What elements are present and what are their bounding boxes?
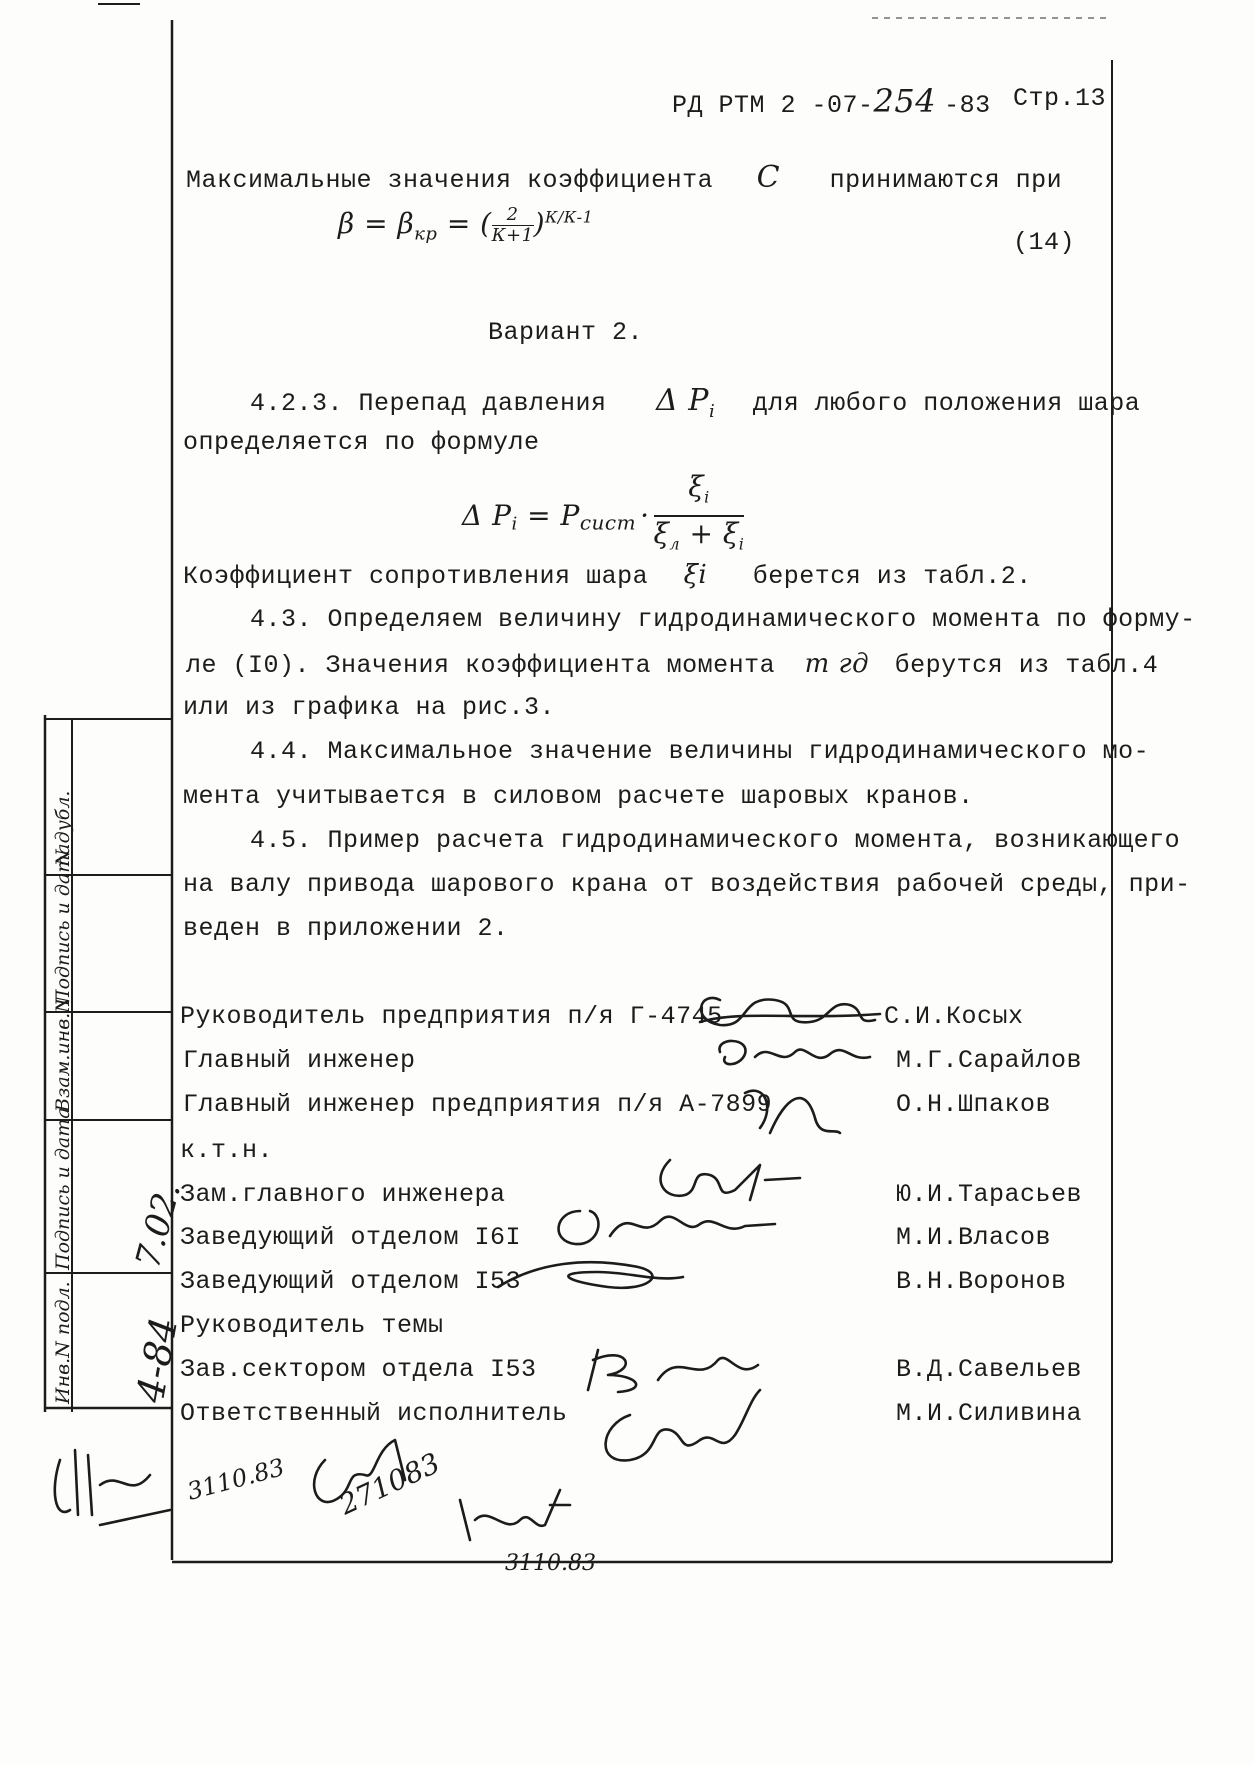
formula-14-sub: кр — [414, 223, 438, 245]
handwritten-date-1: 3110.83 — [184, 1453, 288, 1506]
sec-423-line2: определяется по формуле — [183, 428, 540, 457]
signature-kosykh — [680, 980, 880, 1040]
formula-dp-dot: · — [640, 499, 650, 533]
signature-shpakov — [735, 1078, 845, 1148]
formula-dp-num-xi: ξ — [688, 470, 705, 503]
formula-dp-den-b-sub: i — [738, 534, 745, 554]
formula-14-den: К+1 — [491, 225, 534, 246]
doc-number: 254 — [873, 82, 937, 120]
delta-p-base: Δ P — [656, 383, 709, 418]
formula-14-number: (14) — [1013, 228, 1076, 257]
bottom-handwriting-left — [40, 1430, 288, 1540]
doc-prefix: РД РТМ 2 -07- — [672, 91, 874, 120]
formula-dp-lhs: Δ P — [462, 499, 512, 533]
formula-dp-num-sub: i — [704, 487, 710, 507]
name-8: В.Д.Савельев — [896, 1355, 1083, 1384]
formula-dp-den-plus: + ξ — [680, 516, 739, 550]
name-1: М.Г.Сарайлов — [896, 1046, 1083, 1075]
formula-14-exponent: К/К-1 — [545, 207, 594, 227]
formula-dp-psys-sub: сист — [579, 510, 637, 535]
handwritten-date-2: 271083 — [334, 1446, 445, 1522]
signature-voronov — [488, 1252, 688, 1297]
para-max-text-b: принимаются при — [829, 166, 1063, 195]
formula-14-close: ) — [533, 207, 546, 240]
bottom-handwriting-right — [450, 1480, 610, 1580]
stamp-label-vzam: Взам.инв.N — [52, 996, 74, 1112]
handwritten-date-3: 3110.83 — [505, 1551, 596, 1576]
coef-text-b: берется из табл.2. — [752, 562, 1032, 591]
sec-44-line2: мента учитывается в силовом расчете шаровых кранов. — [183, 782, 974, 811]
signature-silivina — [590, 1385, 770, 1475]
sec-423-text-b: для любого положения шара — [752, 389, 1141, 418]
name-4: Ю.И.Тарасьев — [896, 1180, 1083, 1209]
symbol-c: C — [756, 160, 781, 195]
sec-45-line2: на валу привода шарового крана от воздействия рабочей среды, при- — [183, 870, 1191, 899]
role-5: Заведующий отделом I6I — [180, 1223, 522, 1252]
formula-dp-den-a-sub: л — [669, 534, 681, 554]
role-0: Руководитель предприятия п/я Г-4745 — [180, 1002, 723, 1031]
signature-sarailov — [710, 1032, 880, 1082]
formula-dp-eq: = P — [517, 499, 580, 533]
sec-43-line1: 4.3. Определяем величину гидродинамического момента по форму- — [250, 605, 1196, 634]
sec-423-text-a: 4.2.3. Перепад давления — [250, 389, 607, 418]
sec-43-text-b: берутся из табл.4 — [894, 651, 1159, 680]
stamp-value-date: 7.02. — [128, 1178, 190, 1273]
formula-dp-lhs-sub: i — [511, 513, 518, 535]
stamp-label-dubl: N дубл. — [52, 790, 74, 866]
m-gd-symbol: m гд — [804, 649, 870, 679]
role-3: к.т.н. — [180, 1136, 274, 1165]
role-7: Руководитель темы — [180, 1311, 444, 1340]
page-label: Стр.13 — [1013, 84, 1107, 113]
sec-45-line3: веден в приложении 2. — [183, 914, 509, 943]
name-9: М.И.Силивина — [896, 1399, 1083, 1428]
stamp-label-sign-date-1: Подпись и дата — [52, 1107, 74, 1270]
name-2: О.Н.Шпаков — [896, 1090, 1052, 1119]
role-6: Заведующий отделом I53 — [180, 1267, 522, 1296]
name-6: В.Н.Воронов — [896, 1267, 1067, 1296]
role-2: Главный инженер предприятия п/я А-7899 — [183, 1090, 773, 1119]
formula-dp-den-a: ξ — [653, 516, 670, 550]
formula-14-base: = ( — [437, 207, 492, 240]
para-max-text-a: Максимальные значения коэффициента — [186, 166, 714, 195]
role-4: Зам.главного инженера — [180, 1180, 506, 1209]
formula-14-num: 2 — [492, 205, 534, 226]
sec-45-line1: 4.5. Пример расчета гидродинамического момента, возникающего — [250, 826, 1181, 855]
name-0: С.И.Косых — [884, 1002, 1024, 1031]
sec-43-line3: или из графика на рис.3. — [183, 693, 556, 722]
name-5: М.И.Власов — [896, 1223, 1052, 1252]
delta-p-sub: i — [708, 401, 716, 422]
stamp-label-inv: Инв.N подл. — [52, 1281, 74, 1404]
role-9: Ответственный исполнитель — [180, 1399, 568, 1428]
stamp-value-inv: 4-84 — [128, 1313, 187, 1406]
formula-14-beta: β = β — [338, 207, 415, 240]
stamp-label-sign-date-2: Подпись и дата — [52, 843, 74, 1006]
signature-vlasov — [550, 1196, 780, 1256]
xi-symbol: ξi — [683, 560, 708, 590]
sec-44-line1: 4.4. Максимальное значение величины гидродинамического мо- — [250, 737, 1150, 766]
doc-suffix: -83 — [944, 91, 991, 120]
role-8: Зав.сектором отдела I53 — [180, 1355, 537, 1384]
role-1: Главный инженер — [183, 1046, 416, 1075]
coef-text-a: Коэффициент сопротивления шара — [183, 562, 649, 591]
variant-title: Вариант 2. — [488, 318, 644, 347]
sec-43-text-a: ле (I0). Значения коэффициента момента — [186, 651, 776, 680]
